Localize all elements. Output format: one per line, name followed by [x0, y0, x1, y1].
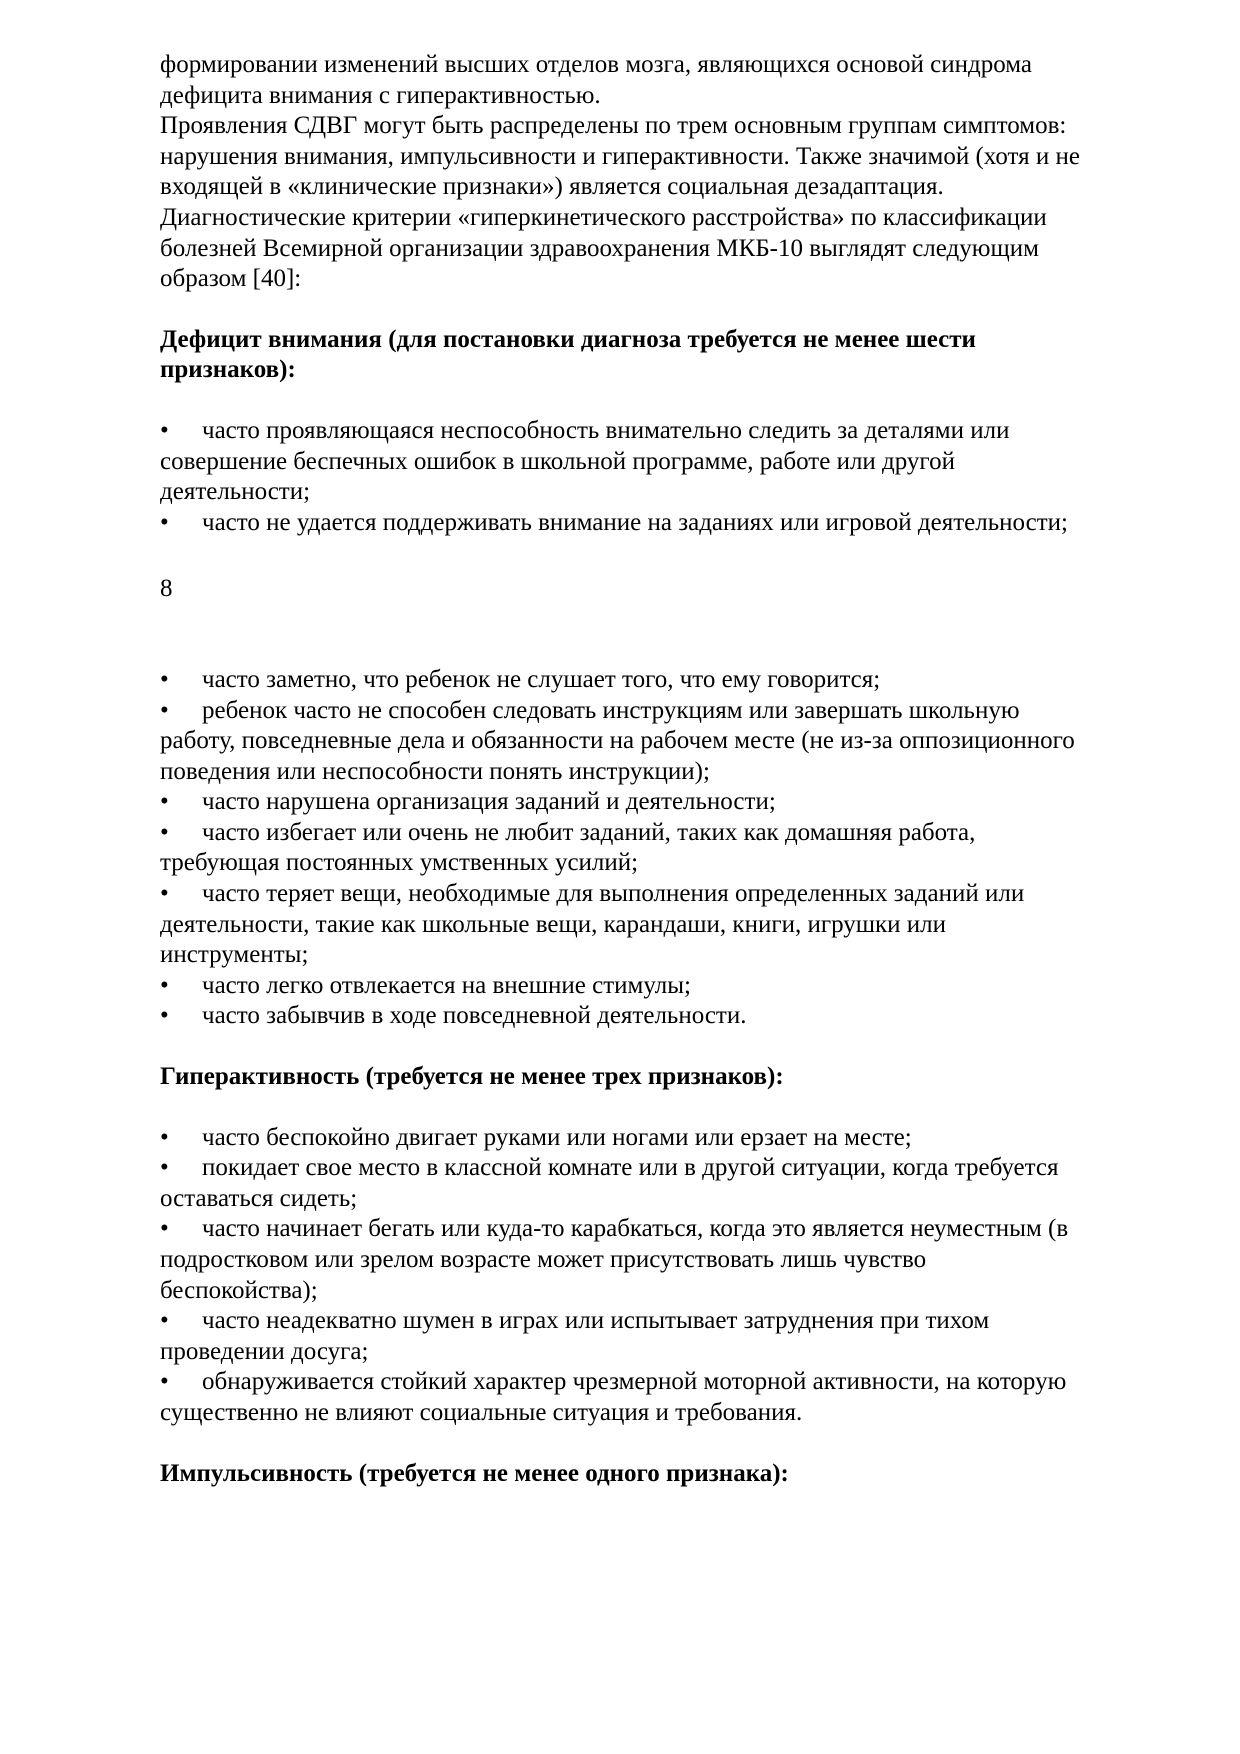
- list-item-text: часто забывчив в ходе повседневной деятельности.: [202, 1002, 747, 1030]
- bullet-icon: •: [160, 971, 169, 999]
- bullet-icon: •: [160, 1307, 169, 1335]
- bullet-icon: •: [160, 1123, 169, 1151]
- list-item: [160, 971, 1085, 1002]
- list-item: [160, 1214, 1085, 1306]
- list-item-text: ребенок часто не способен следовать инструкциям или завершать школьную работу, повседневные дела и обязанности на рабочем месте (не из-за оппозиционного поведения или неспособности понять инструкции);: [160, 696, 1075, 785]
- bullet-icon: •: [160, 665, 169, 693]
- list-item: [160, 1367, 1085, 1428]
- hyperactivity-list: [160, 1123, 1085, 1429]
- list-item: [160, 1001, 1085, 1032]
- list-item: [160, 1123, 1085, 1154]
- bullet-icon: •: [160, 1368, 169, 1396]
- section-heading-hyperactivity: Гиперактивность (требуется не менее трех признаков):: [160, 1063, 784, 1091]
- bullet-icon: •: [160, 508, 169, 536]
- bullet-icon: •: [160, 880, 169, 908]
- section-heading-impulsivity: Импульсивность (требуется не менее одного признака):: [160, 1459, 789, 1487]
- list-item-text: часто проявляющаяся неспособность внимательно следить за деталями или совершение беспечных ошибок в школьной программе, работе или другой деятельности;: [160, 416, 1010, 506]
- list-item: [160, 787, 1085, 818]
- page-number: 8: [160, 575, 173, 603]
- list-item: [160, 1153, 1085, 1214]
- list-item-text: часто заметно, что ребенок не слушает того, что ему говорится;: [202, 665, 881, 693]
- list-item: [160, 696, 1085, 788]
- list-item-text: часто избегает или очень не любит заданий, таких как домашняя работа, требующая постоянных умственных усилий;: [160, 818, 976, 877]
- bullet-icon: •: [160, 1002, 169, 1030]
- list-item: [160, 879, 1085, 971]
- list-item: [160, 818, 1085, 879]
- list-item-text: часто теряет вещи, необходимые для выполнения определенных заданий или деятельности, такие как школьные вещи, карандаши, книги, игрушки или инструменты;: [160, 880, 1025, 969]
- list-item-text: часто беспокойно двигает руками или ногами или ерзает на месте;: [202, 1123, 912, 1151]
- paragraph: Проявления СДВГ могут быть распределены по трем основным группам симптомов: нарушения внимания, импульсивности и гиперактивности. Также значимой (хотя и не входящей в «клинические признаки») является социальная дезадаптация.: [160, 112, 1080, 201]
- attention-deficit-list-part2: [160, 665, 1085, 1032]
- paragraph: Диагностические критерии «гиперкинетического расстройства» по классификации болезней Всемирной организации здравоохранения МКБ-10 выглядят следующим образом [40]:: [160, 203, 1047, 293]
- list-item: [160, 508, 1085, 539]
- bullet-icon: •: [160, 416, 169, 444]
- list-item: [160, 665, 1085, 696]
- bullet-icon: •: [160, 1215, 169, 1243]
- list-item-text: часто неадекватно шумен в играх или испытывает затруднения при тихом проведении досуга;: [160, 1307, 990, 1365]
- list-item-text: обнаруживается стойкий характер чрезмерной моторной активности, на которую существенно не влияют социальные ситуация и требования.: [160, 1368, 1067, 1426]
- attention-deficit-list-part1: [160, 416, 1085, 538]
- list-item-text: часто легко отвлекается на внешние стимулы;: [202, 971, 691, 999]
- list-item: [160, 1306, 1085, 1367]
- list-item-text: часто нарушена организация заданий и деятельности;: [202, 788, 776, 816]
- section-heading-attention-deficit: Дефицит внимания (для постановки диагноза требуется не менее шести признаков):: [160, 325, 976, 384]
- list-item-text: часто не удается поддерживать внимание на заданиях или игровой деятельности;: [202, 508, 1068, 536]
- bullet-icon: •: [160, 818, 169, 846]
- bullet-icon: •: [160, 788, 169, 816]
- bullet-icon: •: [160, 1154, 169, 1182]
- paragraph: формировании изменений высших отделов мозга, являющихся основой синдрома дефицита внимания с гиперактивностью.: [160, 51, 1032, 109]
- list-item-text: покидает свое место в классной комнате или в другой ситуации, когда требуется оставаться сидеть;: [160, 1154, 1059, 1212]
- list-item-text: часто начинает бегать или куда-то карабкаться, когда это является неуместным (в подростковом или зрелом возрасте может присутствовать лишь чувство беспокойства);: [160, 1215, 1069, 1304]
- bullet-icon: •: [160, 696, 169, 724]
- list-item: [160, 416, 1085, 508]
